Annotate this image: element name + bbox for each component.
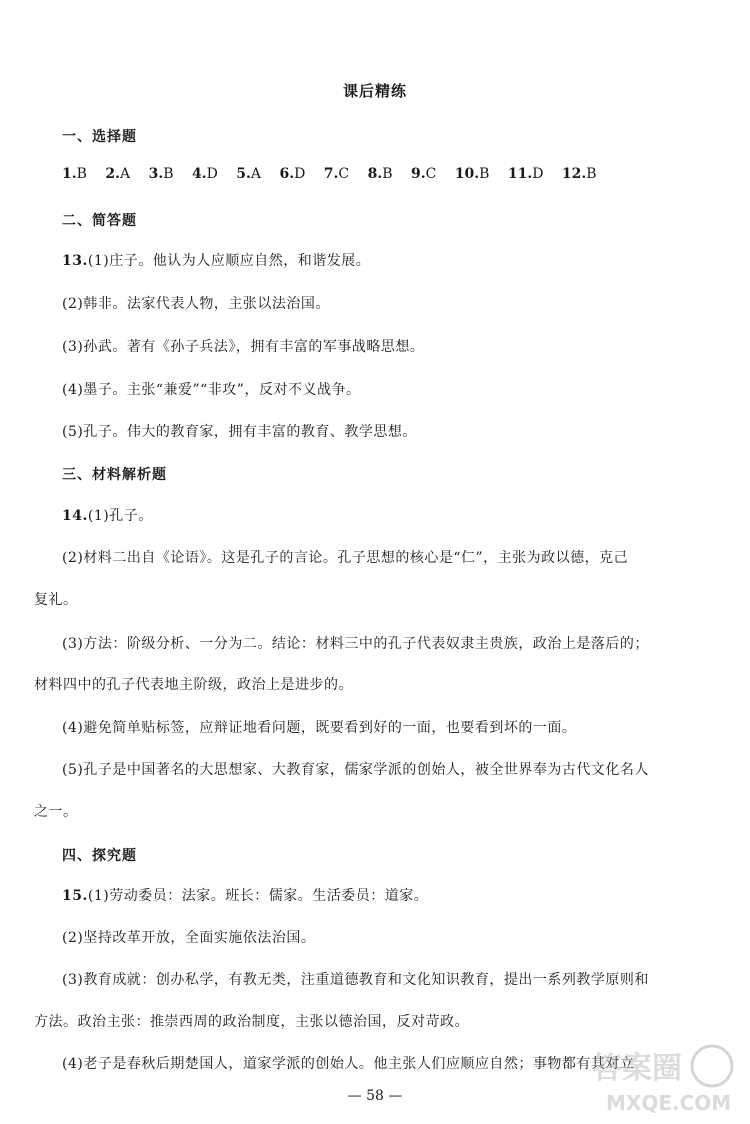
section-heading-choice: 一、选择题 [62, 129, 137, 145]
answer-item: 9.C [410, 166, 437, 182]
answer-item: 8.B [367, 166, 393, 182]
q13-line-5: (5)孔子。伟大的教育家，拥有丰富的教育、教学思想。 [62, 424, 417, 440]
section-heading-material: 三、材料解析题 [62, 467, 167, 483]
answer-item: 7.C [323, 166, 350, 182]
answer-item: 11.D [507, 166, 544, 182]
answer-item: 12.B [561, 166, 597, 182]
answer-item: 3.B [148, 166, 174, 182]
answer-item: 4.D [191, 166, 218, 182]
q13-line-1: 13.(1)庄子。他认为人应顺应自然，和谐发展。 [62, 253, 371, 269]
q15-line-2: (2)坚持改革开放，全面实施依法治国。 [62, 930, 316, 946]
q14-line-3b: 材料四中的孔子代表地主阶级，政治上是进步的。 [34, 677, 353, 693]
page-number: — 58 — [347, 1088, 403, 1104]
q15-line-1: 15.(1)劳动委员：法家。班长：儒家。生活委员：道家。 [62, 888, 429, 904]
q15-line-3a: (3)教育成就：创办私学，有教无类，注重道德教育和文化知识教育，提出一系列教学原则和 [62, 972, 649, 988]
q14-line-5b: 之一。 [34, 804, 78, 820]
q15-line-3b: 方法。政治主张：推崇西周的政治制度，主张以德治国，反对苛政。 [34, 1014, 469, 1030]
answer-item: 6.D [279, 166, 306, 182]
answer-item: 5.A [236, 166, 262, 182]
answer-list [62, 166, 611, 182]
answer-item: 1.B [62, 166, 87, 182]
q14-line-5a: (5)孔子是中国著名的大思想家、大教育家，儒家学派的创始人，被全世界奉为古代文化名人 [62, 762, 649, 778]
q14-line-4: (4)避免简单贴标签，应辩证地看问题，既要看到好的一面，也要看到坏的一面。 [62, 720, 577, 736]
watermark-circle [692, 1046, 732, 1086]
q13-line-2: (2)韩非。法家代表人物，主张以法治国。 [62, 296, 330, 312]
q14-line-3a: (3)方法：阶级分析、一分为二。结论：材料三中的孔子代表奴隶主贵族，政治上是落后的； [62, 636, 649, 652]
q14-line-2a: (2)材料二出自《论语》。这是孔子的言论。孔子思想的核心是“仁”，主张为政以德，克己 [62, 550, 629, 566]
section-heading-inquiry: 四、探究题 [62, 848, 137, 864]
q15-line-4: (4)老子是春秋后期楚国人，道家学派的创始人。他主张人们应顺应自然；事物都有其对立 [62, 1056, 635, 1072]
page-title: 课后精练 [342, 82, 407, 100]
watermark-text: 答案圈 [592, 1051, 682, 1086]
q13-line-3: (3)孙武。著有《孙子兵法》，拥有丰富的军事战略思想。 [62, 339, 425, 355]
q14-line-2b: 复礼。 [34, 592, 78, 608]
answer-item: 2.A [105, 166, 131, 182]
answer-item: 10.B [454, 166, 490, 182]
q13-line-4: (4)墨子。主张“兼爱”“非攻”，反对不义战争。 [62, 382, 361, 398]
watermark-url: MXQE.COM [606, 1091, 732, 1115]
watermark-logo [572, 1038, 742, 1118]
q14-line-1: 14.(1)孔子。 [62, 508, 153, 524]
section-heading-short-answer: 二、简答题 [62, 213, 137, 229]
